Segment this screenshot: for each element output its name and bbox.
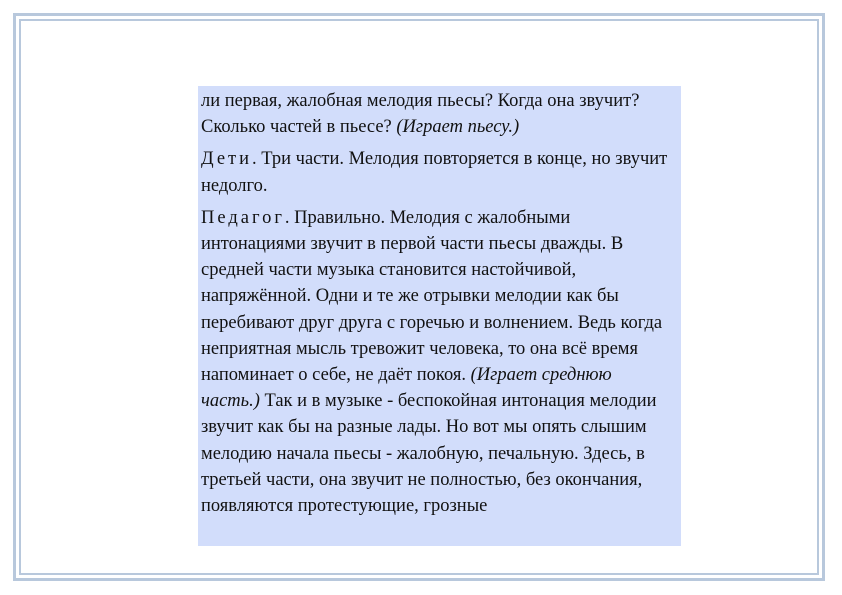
speaker-children: Дети — [201, 149, 253, 170]
paragraph-teacher-explanation — [201, 205, 675, 519]
teacher-text-part-2: Так и в музыке - беспокойная интонация мелодии звучит как бы на разные лады. Но вот мы опять слышим мелодию начала пьесы - жалобную, печальную. Здесь, в третьей части, она звучит не полностью, без окончания, появляются протестующие, грозные — [201, 391, 657, 517]
paragraph-children-answer — [201, 146, 675, 198]
teacher-text-part-1: . Правильно. Мелодия с жалобными интонациями звучит в первой части пьесы дважды. В средней части музыка становится настойчивой, напряжённой. Одни и те же отрывки мелодии как бы перебивают друг друга с горечью и волнением. Ведь когда неприятная мысль тревожит человека, то она всё время напоминает о себе, не даёт покоя. — [201, 207, 663, 386]
stage-direction-plays-middle: (Играет среднюю часть.) — [201, 365, 612, 412]
text-block — [198, 86, 681, 546]
children-answer-text: . Три части. Мелодия повторяется в конце, но звучит недолго. — [201, 149, 668, 196]
stage-direction-plays-piece: (Играет пьесу.) — [396, 117, 520, 138]
question-text: ли первая, жалобная мелодия пьесы? Когда она звучит? Сколько частей в пьесе? — [201, 91, 640, 138]
speaker-teacher: Педагог — [201, 207, 285, 228]
paragraph-question — [201, 88, 675, 140]
